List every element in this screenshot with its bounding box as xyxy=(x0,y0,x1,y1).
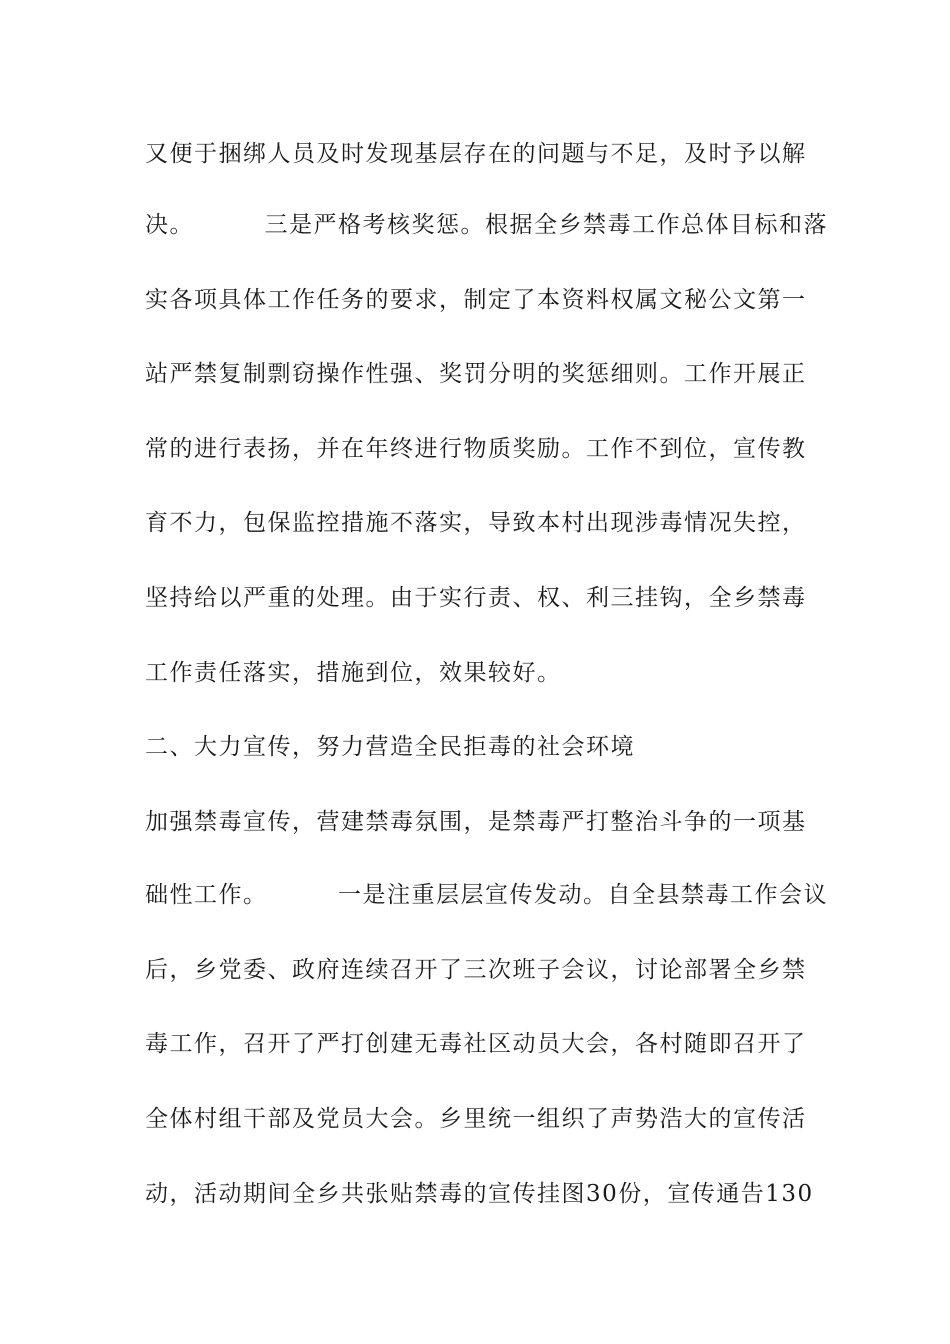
text-line: 全体村组干部及党员大会。乡里统一组织了声势浩大的宣传活 xyxy=(145,1106,807,1132)
text-line: 动，活动期间全乡共张贴禁毒的宣传挂图30份，宣传通告130 xyxy=(145,1181,814,1207)
text-line: 加强禁毒宣传，营建禁毒氛围，是禁毒严打整治斗争的一项基 xyxy=(145,809,807,835)
text-line: 决。 三是严格考核奖惩。根据全乡禁毒工作总体目标和落 xyxy=(145,212,828,238)
text-line: 后，乡党委、政府连续召开了三次班子会议，讨论部署全乡禁 xyxy=(145,957,807,983)
text-line: 站严禁复制剽窃操作性强、奖罚分明的奖惩细则。工作开展正 xyxy=(145,361,807,387)
text-line: 育不力，包保监控措施不落实，导致本村出现涉毒情况失控， xyxy=(145,510,807,536)
text-line: 又便于捆绑人员及时发现基层存在的问题与不足，及时予以解 xyxy=(145,141,807,167)
text-line: 坚持给以严重的处理。由于实行责、权、利三挂钩，全乡禁毒 xyxy=(145,585,807,611)
text-line: 工作责任落实，措施到位，效果较好。 xyxy=(145,660,562,686)
text-line: 础性工作。 一是注重层层宣传发动。自全县禁毒工作会议 xyxy=(145,882,828,908)
text-line: 毒工作，召开了严打创建无毒社区动员大会，各村随即召开了 xyxy=(145,1031,807,1057)
text-line: 常的进行表扬，并在年终进行物质奖励。工作不到位，宣传教 xyxy=(145,436,807,462)
section-heading: 二、大力宣传，努力营造全民拒毒的社会环境 xyxy=(145,734,635,760)
text-line: 实各项具体工作任务的要求，制定了本资料权属文秘公文第一 xyxy=(145,287,807,313)
